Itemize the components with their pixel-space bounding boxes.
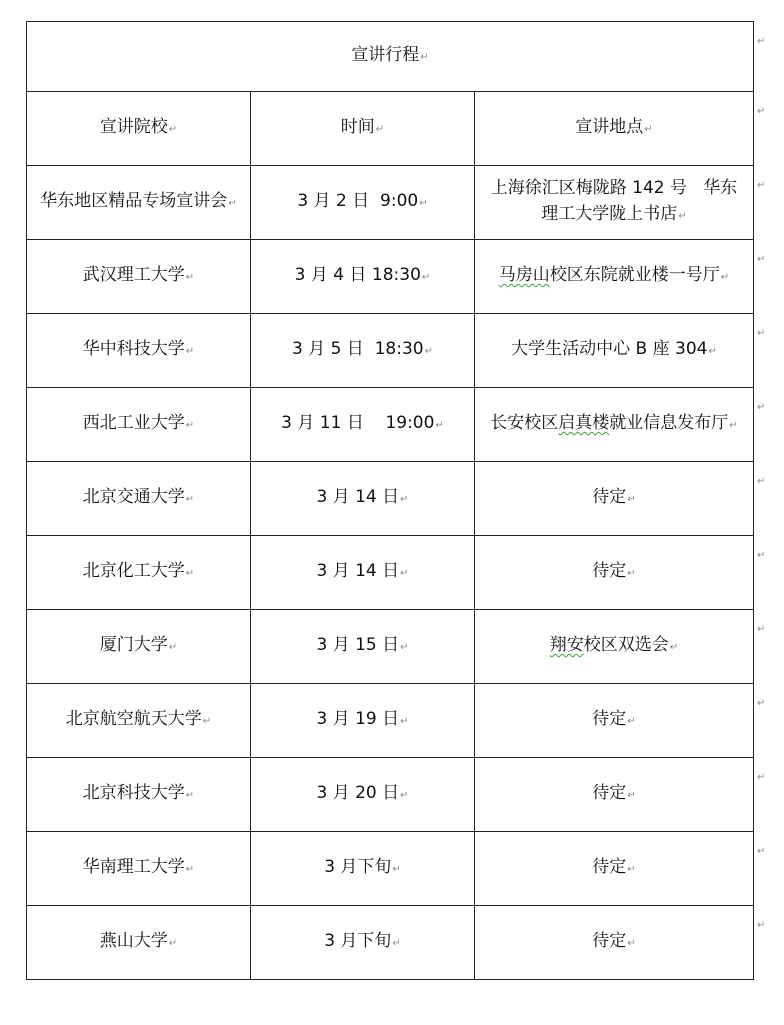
spellcheck-word: 马房山 xyxy=(498,265,550,285)
location-line: 长安校区启真楼就业信息发布厅 xyxy=(490,413,729,433)
time-cell xyxy=(251,166,475,240)
paragraph-mark: ↵ xyxy=(424,346,434,357)
time-cell xyxy=(251,906,475,980)
school-cell xyxy=(27,536,251,610)
table-title-cell xyxy=(27,22,754,92)
paragraph-mark: ↵ xyxy=(419,198,428,209)
location-cell xyxy=(475,388,754,462)
session-time: 3 月 14 日 xyxy=(316,561,400,581)
paragraph-mark: ↵ xyxy=(400,790,409,801)
school-cell xyxy=(27,166,251,240)
row-end-mark: ↵ xyxy=(757,179,766,191)
location-line: 待定 xyxy=(592,857,627,877)
time-cell xyxy=(251,832,475,906)
school-name: 厦门大学 xyxy=(99,635,168,655)
location-cell xyxy=(475,314,754,388)
school-name: 华东地区精品专场宣讲会 xyxy=(40,191,228,211)
school-cell xyxy=(27,832,251,906)
row-end-mark: ↵ xyxy=(757,105,766,117)
paragraph-mark: ↵ xyxy=(375,124,385,135)
header-time xyxy=(251,92,475,166)
time-cell xyxy=(251,240,475,314)
schedule-table xyxy=(26,21,754,980)
row-end-mark: ↵ xyxy=(757,845,766,857)
paragraph-mark: ↵ xyxy=(168,938,178,949)
session-time: 3 月 2 日 9:00 xyxy=(297,191,419,211)
paragraph-mark: ↵ xyxy=(400,642,409,653)
paragraph-mark: ↵ xyxy=(627,790,636,801)
paragraph-mark: ↵ xyxy=(185,272,195,283)
location-line: 翔安校区双选会 xyxy=(549,635,669,655)
location-cell xyxy=(475,684,754,758)
school-cell xyxy=(27,610,251,684)
paragraph-mark: ↵ xyxy=(185,568,195,579)
school-cell xyxy=(27,314,251,388)
paragraph-mark: ↵ xyxy=(392,864,401,875)
session-time: 3 月下旬 xyxy=(324,857,392,877)
location-cell xyxy=(475,166,754,240)
location-line: 上海徐汇区梅陇路 142 号 华东 xyxy=(490,178,738,198)
session-time: 3 月 4 日 18:30 xyxy=(294,265,421,285)
row-end-mark: ↵ xyxy=(757,919,766,931)
row-end-mark: ↵ xyxy=(757,253,766,265)
paragraph-mark: ↵ xyxy=(644,124,653,135)
table-row xyxy=(27,610,754,684)
time-cell xyxy=(251,610,475,684)
header-location-label: 宣讲地点 xyxy=(575,117,644,137)
spellcheck-word: 启真楼 xyxy=(558,413,610,433)
time-cell xyxy=(251,758,475,832)
paragraph-mark: ↵ xyxy=(720,272,730,283)
session-time: 3 月下旬 xyxy=(324,931,392,951)
school-cell xyxy=(27,906,251,980)
session-time: 3 月 14 日 xyxy=(316,487,400,507)
location-cell xyxy=(475,610,754,684)
location-cell xyxy=(475,832,754,906)
location-line: 大学生活动中心 B 座 304 xyxy=(511,339,708,359)
location-cell xyxy=(475,240,754,314)
school-name: 武汉理工大学 xyxy=(82,265,185,285)
paragraph-mark: ↵ xyxy=(392,938,401,949)
row-end-mark: ↵ xyxy=(757,697,766,709)
table-row xyxy=(27,906,754,980)
paragraph-mark: ↵ xyxy=(627,716,636,727)
paragraph-mark: ↵ xyxy=(708,346,717,357)
table-row xyxy=(27,758,754,832)
location-cell xyxy=(475,462,754,536)
table-row xyxy=(27,314,754,388)
time-cell xyxy=(251,388,475,462)
session-time: 3 月 5 日 18:30 xyxy=(291,339,424,359)
school-cell xyxy=(27,758,251,832)
paragraph-mark: ↵ xyxy=(400,568,409,579)
paragraph-mark: ↵ xyxy=(228,198,237,209)
paragraph-mark: ↵ xyxy=(435,420,444,431)
table-row xyxy=(27,462,754,536)
header-location xyxy=(475,92,754,166)
time-cell xyxy=(251,536,475,610)
school-cell xyxy=(27,388,251,462)
session-time: 3 月 19 日 xyxy=(316,709,400,729)
header-school-label: 宣讲院校 xyxy=(99,117,168,137)
row-end-mark: ↵ xyxy=(757,549,766,561)
paragraph-mark: ↵ xyxy=(729,420,738,431)
session-time: 3 月 20 日 xyxy=(316,783,400,803)
paragraph-mark: ↵ xyxy=(185,790,195,801)
paragraph-mark: ↵ xyxy=(168,124,178,135)
paragraph-mark: ↵ xyxy=(627,864,636,875)
paragraph-mark: ↵ xyxy=(202,716,212,727)
paragraph-mark: ↵ xyxy=(185,494,195,505)
location-line: 马房山校区东院就业楼一号厅 xyxy=(498,265,720,285)
session-time: 3 月 11 日 19:00 xyxy=(281,413,435,433)
paragraph-mark: ↵ xyxy=(627,494,636,505)
row-end-mark: ↵ xyxy=(757,475,766,487)
school-name: 北京科技大学 xyxy=(82,783,185,803)
school-name: 北京交通大学 xyxy=(82,487,185,507)
paragraph-mark: ↵ xyxy=(185,864,195,875)
table-row xyxy=(27,684,754,758)
school-cell xyxy=(27,684,251,758)
table-row xyxy=(27,388,754,462)
paragraph-mark: ↵ xyxy=(420,52,429,63)
paragraph-mark: ↵ xyxy=(185,346,195,357)
paragraph-mark: ↵ xyxy=(627,568,636,579)
location-line: 待定 xyxy=(592,561,627,581)
paragraph-mark: ↵ xyxy=(421,272,431,283)
paragraph-mark: ↵ xyxy=(168,642,178,653)
school-cell xyxy=(27,240,251,314)
location-line: 理工大学陇上书店 xyxy=(541,204,678,224)
paragraph-mark: ↵ xyxy=(678,211,687,222)
table-title: 宣讲行程 xyxy=(351,45,420,65)
school-name: 华南理工大学 xyxy=(82,857,185,877)
location-line: 待定 xyxy=(592,487,627,507)
row-end-mark: ↵ xyxy=(757,771,766,783)
school-name: 华中科技大学 xyxy=(82,339,185,359)
header-school xyxy=(27,92,251,166)
school-name: 北京航空航天大学 xyxy=(65,709,202,729)
paragraph-mark: ↵ xyxy=(400,716,409,727)
school-cell xyxy=(27,462,251,536)
header-row xyxy=(27,92,754,166)
school-name: 西北工业大学 xyxy=(82,413,185,433)
row-end-mark: ↵ xyxy=(757,401,766,413)
paragraph-mark: ↵ xyxy=(669,642,679,653)
table-row xyxy=(27,832,754,906)
title-row xyxy=(27,22,754,92)
school-name: 燕山大学 xyxy=(99,931,168,951)
row-end-mark: ↵ xyxy=(757,327,766,339)
time-cell xyxy=(251,462,475,536)
location-cell xyxy=(475,906,754,980)
table-row xyxy=(27,240,754,314)
paragraph-mark: ↵ xyxy=(185,420,195,431)
table-row xyxy=(27,166,754,240)
location-line: 待定 xyxy=(592,931,627,951)
table-row xyxy=(27,536,754,610)
time-cell xyxy=(251,314,475,388)
session-time: 3 月 15 日 xyxy=(316,635,400,655)
location-line: 待定 xyxy=(592,709,627,729)
row-end-mark: ↵ xyxy=(757,623,766,635)
location-cell xyxy=(475,536,754,610)
paragraph-mark: ↵ xyxy=(627,938,636,949)
header-time-label: 时间 xyxy=(340,117,375,137)
row-end-mark: ↵ xyxy=(757,35,766,47)
location-line: 待定 xyxy=(592,783,627,803)
time-cell xyxy=(251,684,475,758)
school-name: 北京化工大学 xyxy=(82,561,185,581)
spellcheck-word: 翔安 xyxy=(549,635,584,655)
location-cell xyxy=(475,758,754,832)
paragraph-mark: ↵ xyxy=(400,494,409,505)
